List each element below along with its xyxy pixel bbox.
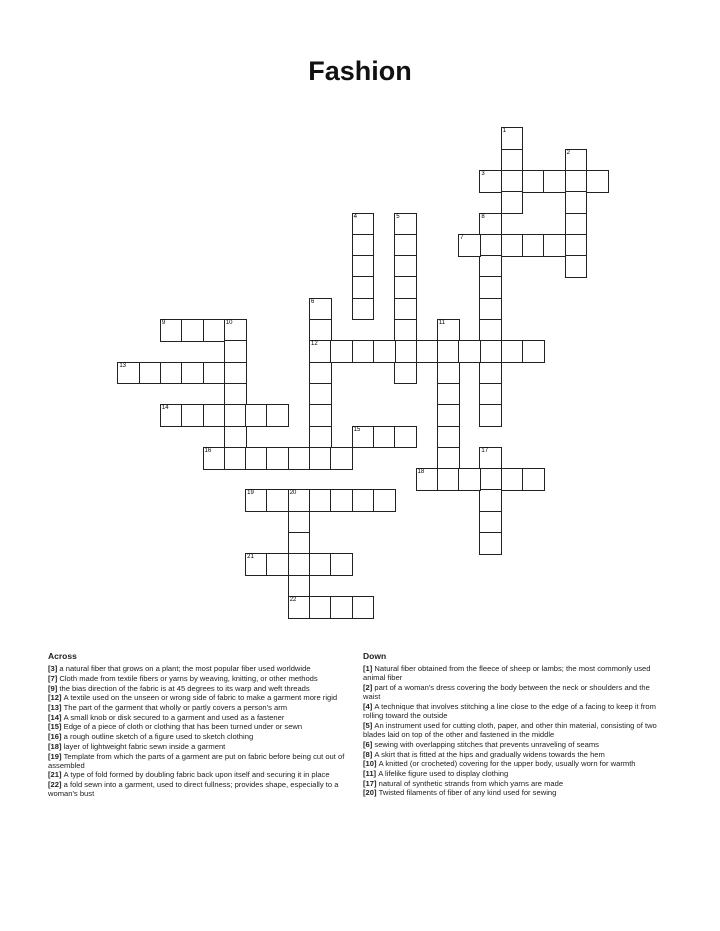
grid-cell[interactable] — [394, 298, 417, 321]
grid-cell[interactable] — [181, 404, 204, 427]
grid-cell[interactable] — [330, 340, 353, 363]
across-clue — [48, 732, 353, 741]
down-heading: Down — [363, 651, 387, 661]
grid-cell[interactable] — [479, 340, 502, 363]
grid-cell[interactable] — [352, 340, 375, 363]
grid-cell[interactable] — [288, 575, 311, 598]
grid-cell[interactable] — [352, 255, 375, 278]
grid-cell[interactable] — [224, 340, 247, 363]
grid-cell[interactable] — [479, 234, 502, 257]
grid-cell[interactable] — [479, 276, 502, 299]
grid-cell[interactable] — [565, 149, 588, 172]
clue-text: An instrument used for cutting cloth, paper, and other thin material, consisting of two blades laid on top of the other and fastened in the middle — [363, 720, 657, 740]
grid-cell[interactable] — [416, 340, 439, 363]
clue-number: [13] — [48, 703, 64, 713]
grid-cell[interactable] — [245, 404, 268, 427]
clue-text: A lifelike figure used to display clothing — [378, 768, 509, 778]
grid-cell[interactable] — [437, 426, 460, 449]
down-clue — [363, 750, 668, 759]
clue-text: sewing with overlapping stitches that prevents unraveling of seams — [374, 739, 599, 749]
clue-text: a fold sewn into a garment, used to direct fullness; provides shape, especially to a woman's bust — [48, 780, 339, 799]
grid-cell[interactable] — [458, 468, 481, 491]
across-clue — [48, 752, 353, 770]
clue-number: [6] — [363, 739, 375, 749]
cell-number: 15 — [353, 426, 361, 433]
across-clue — [48, 703, 353, 712]
across-clue — [48, 693, 353, 702]
clue-text: The part of the garment that wholly or partly covers a person's arm — [63, 703, 288, 713]
clue-number: [2] — [363, 683, 375, 693]
across-clues — [48, 652, 353, 799]
grid-cell[interactable] — [288, 532, 311, 555]
clue-number: [11] — [363, 768, 379, 778]
cell-number: 11 — [438, 320, 446, 326]
clue-number: [21] — [48, 770, 64, 780]
cell-number: 7 — [460, 234, 464, 241]
down-clue — [363, 721, 668, 739]
cell-number: 4 — [353, 213, 357, 220]
clue-text: Template from which the parts of a garment are put on fabric before being cut out of assembled — [48, 751, 345, 770]
grid-cell[interactable] — [416, 468, 439, 491]
clue-text: layer of lightweight fabric sewn inside a garment — [63, 741, 226, 751]
grid-cell[interactable] — [224, 319, 247, 342]
cell-number: 16 — [204, 447, 212, 454]
cell-number: 13 — [119, 362, 126, 369]
clue-text: A knitted (or crocheted) covering for the upper body, usually worn for warmth — [378, 759, 636, 769]
across-clue — [48, 684, 353, 693]
grid-cell[interactable] — [543, 234, 566, 257]
grid-cell[interactable] — [224, 426, 247, 449]
grid-cell[interactable] — [181, 319, 204, 342]
grid-cell[interactable] — [245, 447, 268, 470]
grid-cell[interactable] — [479, 383, 502, 406]
grid-cell[interactable] — [522, 234, 545, 257]
cell-number: 6 — [311, 298, 315, 305]
clue-text: Cloth made from textile fibers or yarns by weaving, knitting, or other methods — [59, 673, 318, 683]
grid-cell[interactable] — [543, 170, 566, 193]
grid-cell[interactable] — [394, 255, 417, 278]
grid-cell[interactable] — [352, 489, 375, 512]
grid-cell[interactable] — [565, 191, 588, 214]
grid-cell[interactable] — [181, 362, 204, 385]
grid-cell[interactable] — [501, 234, 524, 257]
cell-number: 1 — [502, 128, 507, 135]
clue-text: A type of fold formed by doubling fabric back upon itself and securing it in place — [63, 770, 330, 780]
grid-cell[interactable] — [437, 468, 460, 491]
down-clue — [363, 769, 668, 778]
across-clue — [48, 742, 353, 751]
clue-text: a natural fiber that grows on a plant; the most popular fiber used worldwide — [59, 664, 311, 674]
across-clue — [48, 722, 353, 731]
grid-cell[interactable] — [288, 489, 311, 512]
clue-number: [20] — [363, 788, 379, 798]
across-clue — [48, 664, 353, 673]
grid-cell[interactable] — [586, 170, 609, 193]
grid-cell[interactable] — [139, 362, 162, 385]
grid-cell[interactable] — [501, 191, 524, 214]
grid-cell[interactable] — [266, 553, 289, 576]
grid-cell[interactable] — [479, 404, 502, 427]
grid-cell[interactable] — [309, 319, 332, 342]
grid-cell[interactable] — [352, 298, 375, 321]
clue-number: [9] — [48, 683, 60, 693]
clue-text: Edge of a piece of cloth or clothing that has been turned under or sewn — [63, 722, 303, 732]
grid-cell[interactable] — [501, 340, 524, 363]
grid-cell[interactable] — [224, 447, 247, 470]
cell-number: 12 — [311, 341, 318, 348]
clue-number: [19] — [48, 751, 64, 761]
grid-cell[interactable] — [565, 213, 588, 236]
clue-number: [10] — [363, 759, 379, 769]
cell-number: 17 — [481, 447, 489, 454]
grid-cell[interactable] — [565, 255, 588, 278]
grid-cell[interactable] — [117, 362, 140, 385]
clue-text: a rough outline sketch of a figure used to sketch clothing — [63, 732, 254, 742]
grid-cell[interactable] — [266, 489, 289, 512]
grid-cell[interactable] — [479, 362, 502, 385]
clue-text: A technique that involves stitching a line close to the edge of a facing to keep it from rolling toward the outside — [363, 702, 656, 721]
cell-number: 19 — [247, 490, 254, 497]
grid-cell[interactable] — [501, 149, 524, 172]
down-clue — [363, 779, 668, 788]
across-clue — [48, 780, 353, 798]
grid-cell[interactable] — [352, 276, 375, 299]
grid-cell[interactable] — [288, 511, 311, 534]
clue-text: A skirt that is fitted at the hips and gradually widens towards the hem — [374, 749, 605, 759]
grid-cell[interactable] — [373, 340, 396, 363]
clue-number: [4] — [363, 702, 375, 712]
grid-cell[interactable] — [437, 362, 460, 385]
across-clue — [48, 770, 353, 779]
grid-cell[interactable] — [245, 553, 268, 576]
grid-cell[interactable] — [479, 298, 502, 321]
grid-cell[interactable] — [479, 319, 502, 342]
grid-cell[interactable] — [501, 127, 524, 150]
grid-cell[interactable] — [224, 383, 247, 406]
clue-text: A textile used on the unseen or wrong side of fabric to make a garment more rigid — [63, 693, 338, 703]
grid-cell[interactable] — [479, 532, 502, 555]
grid-cell[interactable] — [437, 340, 460, 363]
clue-number: [5] — [363, 720, 375, 730]
grid-cell[interactable] — [394, 213, 417, 236]
grid-cell[interactable] — [309, 596, 332, 619]
cell-number: 18 — [417, 469, 425, 476]
clue-number: [16] — [48, 732, 64, 742]
grid-cell[interactable] — [373, 426, 396, 449]
grid-cell[interactable] — [160, 362, 183, 385]
grid-cell[interactable] — [245, 489, 268, 512]
grid-cell[interactable] — [288, 447, 311, 470]
grid-cell[interactable] — [203, 447, 226, 470]
cell-number: 8 — [481, 213, 485, 220]
grid-cell[interactable] — [309, 426, 332, 449]
page-title: Fashion — [308, 56, 412, 86]
grid-cell[interactable] — [352, 213, 375, 236]
grid-cell[interactable] — [288, 596, 311, 619]
grid-cell[interactable] — [394, 340, 417, 363]
clue-text: natural of synthetic strands from which yarns are made — [378, 778, 564, 788]
grid-cell[interactable] — [160, 319, 183, 342]
grid-cell[interactable] — [309, 489, 332, 512]
grid-cell[interactable] — [394, 276, 417, 299]
grid-cell[interactable] — [479, 447, 502, 470]
grid-cell[interactable] — [394, 426, 417, 449]
clue-text: part of a woman's dress covering the body between the neck or shoulders and the waist — [363, 683, 650, 702]
grid-cell[interactable] — [565, 234, 588, 257]
clue-number: [8] — [363, 749, 375, 759]
grid-cell[interactable] — [160, 404, 183, 427]
grid-cell[interactable] — [501, 170, 524, 193]
across-clue-list — [48, 664, 353, 798]
grid-cell[interactable] — [288, 553, 311, 576]
grid-cell[interactable] — [330, 553, 353, 576]
grid-cell[interactable] — [437, 319, 460, 342]
cell-number: 20 — [289, 490, 297, 497]
grid-cell[interactable] — [309, 383, 332, 406]
grid-cell[interactable] — [224, 362, 247, 385]
clue-number: [14] — [48, 712, 64, 722]
grid-cell[interactable] — [309, 447, 332, 470]
grid-cell[interactable] — [373, 489, 396, 512]
grid-cell[interactable] — [479, 511, 502, 534]
across-heading: Across — [48, 651, 77, 661]
down-clue — [363, 664, 668, 682]
grid-cell[interactable] — [309, 362, 332, 385]
clue-text: Natural fiber obtained from the fleece of sheep or lambs; the most commonly used animal fiber — [363, 664, 651, 683]
clue-number: [1] — [363, 664, 375, 674]
down-clue — [363, 759, 668, 768]
grid-cell[interactable] — [479, 213, 502, 236]
grid-cell[interactable] — [330, 596, 353, 619]
grid-cell[interactable] — [479, 489, 502, 512]
grid-cell[interactable] — [352, 234, 375, 257]
grid-cell[interactable] — [394, 319, 417, 342]
cell-number: 2 — [566, 149, 570, 156]
cell-number: 14 — [161, 405, 169, 412]
grid-cell[interactable] — [522, 170, 545, 193]
grid-cell[interactable] — [203, 362, 226, 385]
grid-cell[interactable] — [203, 404, 226, 427]
grid-cell[interactable] — [309, 553, 332, 576]
grid-cell[interactable] — [309, 404, 332, 427]
grid-cell[interactable] — [479, 468, 502, 491]
grid-cell[interactable] — [309, 340, 332, 363]
down-clue-list — [363, 664, 668, 797]
grid-cell[interactable] — [458, 340, 481, 363]
grid-cell[interactable] — [330, 447, 353, 470]
cell-number: 5 — [396, 213, 400, 220]
grid-cell[interactable] — [437, 383, 460, 406]
grid-cell[interactable] — [522, 340, 545, 363]
clue-number: [7] — [48, 673, 60, 683]
cell-number: 21 — [247, 554, 254, 561]
grid-cell[interactable] — [309, 298, 332, 321]
grid-cell[interactable] — [352, 596, 375, 619]
grid-cell[interactable] — [352, 426, 375, 449]
grid-cell[interactable] — [224, 404, 247, 427]
grid-cell[interactable] — [203, 319, 226, 342]
clue-number: [18] — [48, 741, 64, 751]
down-clue — [363, 683, 668, 701]
down-clue — [363, 702, 668, 720]
grid-cell[interactable] — [394, 362, 417, 385]
grid-cell[interactable] — [565, 170, 588, 193]
clue-number: [17] — [363, 778, 379, 788]
grid-cell[interactable] — [266, 447, 289, 470]
cell-number: 22 — [289, 596, 297, 603]
grid-cell[interactable] — [437, 404, 460, 427]
clue-number: [22] — [48, 780, 64, 790]
clue-number: [12] — [48, 693, 64, 703]
grid-cell[interactable] — [330, 489, 353, 512]
grid-cell[interactable] — [501, 468, 524, 491]
down-clues — [363, 652, 668, 798]
cell-number: 3 — [481, 170, 485, 177]
grid-cell[interactable] — [479, 170, 502, 193]
across-clue — [48, 713, 353, 722]
clue-number: [3] — [48, 664, 60, 674]
clue-text: A small knob or disk secured to a garment and used as a fastener — [63, 712, 285, 722]
grid-cell[interactable] — [479, 255, 502, 278]
cell-number: 9 — [161, 320, 166, 326]
clue-text: Twisted filaments of fiber of any kind used for sewing — [378, 788, 557, 798]
cell-number: 10 — [225, 320, 233, 326]
grid-cell[interactable] — [458, 234, 481, 257]
across-clue — [48, 674, 353, 683]
grid-cell[interactable] — [522, 468, 545, 491]
down-clue — [363, 740, 668, 749]
grid-cell[interactable] — [394, 234, 417, 257]
clue-text: the bias direction of the fabric is at 45 degrees to its warp and weft threads — [59, 683, 310, 693]
down-clue — [363, 788, 668, 797]
clue-number: [15] — [48, 722, 64, 732]
grid-cell[interactable] — [437, 447, 460, 470]
grid-cell[interactable] — [266, 404, 289, 427]
